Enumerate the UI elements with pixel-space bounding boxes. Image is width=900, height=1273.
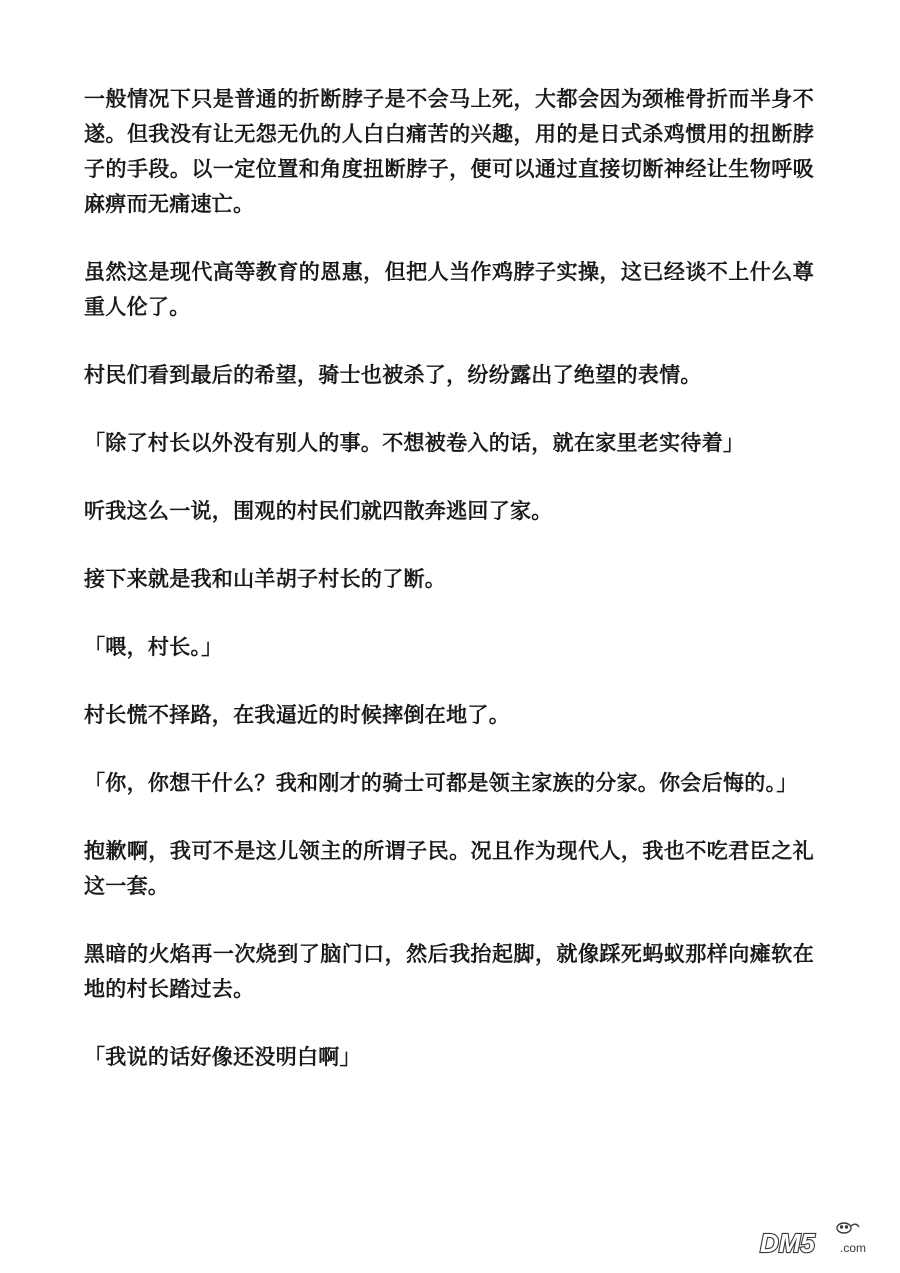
dialogue-1: 「除了村长以外没有别人的事。不想被卷入的话，就在家里老实待着」 bbox=[84, 431, 745, 455]
dm5-logo-suffix: .com bbox=[840, 1241, 867, 1255]
dm5-logo-text: DM5 bbox=[760, 1228, 815, 1258]
dialogue-2: 「喂，村长。」 bbox=[84, 635, 223, 659]
paragraph-2: 虽然这是现代高等教育的恩惠，但把人当作鸡脖子实操，这已经谈不上什么尊重人伦了。 bbox=[84, 260, 814, 319]
dialogue-4: 「我说的话好像还没明白啊」 bbox=[84, 1045, 361, 1069]
text-body bbox=[84, 82, 814, 1108]
paragraph-1: 一般情况下只是普通的折断脖子是不会马上死，大都会因为颈椎骨折而半身不遂。但我没有让无怨无仇的人白白痛苦的兴趣，用的是日式杀鸡惯用的扭断脖子的手段。以一定位置和角度扭断脖子，便可以通过直接切断神经让生物呼吸麻痹而无痛速亡。 bbox=[84, 87, 814, 216]
dialogue-3: 「你，你想干什么？我和刚才的骑士可都是领主家族的分家。你会后悔的。」 bbox=[84, 771, 798, 795]
site-watermark bbox=[756, 1219, 886, 1259]
paragraph-5: 听我这么一说，围观的村民们就四散奔逃回了家。 bbox=[84, 499, 553, 523]
paragraph-10: 抱歉啊，我可不是这儿领主的所谓子民。况且作为现代人，我也不吃君臣之礼这一套。 bbox=[84, 839, 814, 898]
cartoon-mascot-icon bbox=[837, 1223, 859, 1233]
paragraph-8: 村长慌不择路，在我逼近的时候摔倒在地了。 bbox=[84, 703, 510, 727]
paragraph-6: 接下来就是我和山羊胡子村长的了断。 bbox=[84, 567, 447, 591]
dm5-logo bbox=[756, 1219, 886, 1259]
paragraph-11: 黑暗的火焰再一次烧到了脑门口，然后我抬起脚，就像踩死蚂蚁那样向瘫软在地的村长踏过去。 bbox=[84, 942, 814, 1001]
paragraph-3: 村民们看到最后的希望，骑士也被杀了，纷纷露出了绝望的表情。 bbox=[84, 363, 702, 387]
